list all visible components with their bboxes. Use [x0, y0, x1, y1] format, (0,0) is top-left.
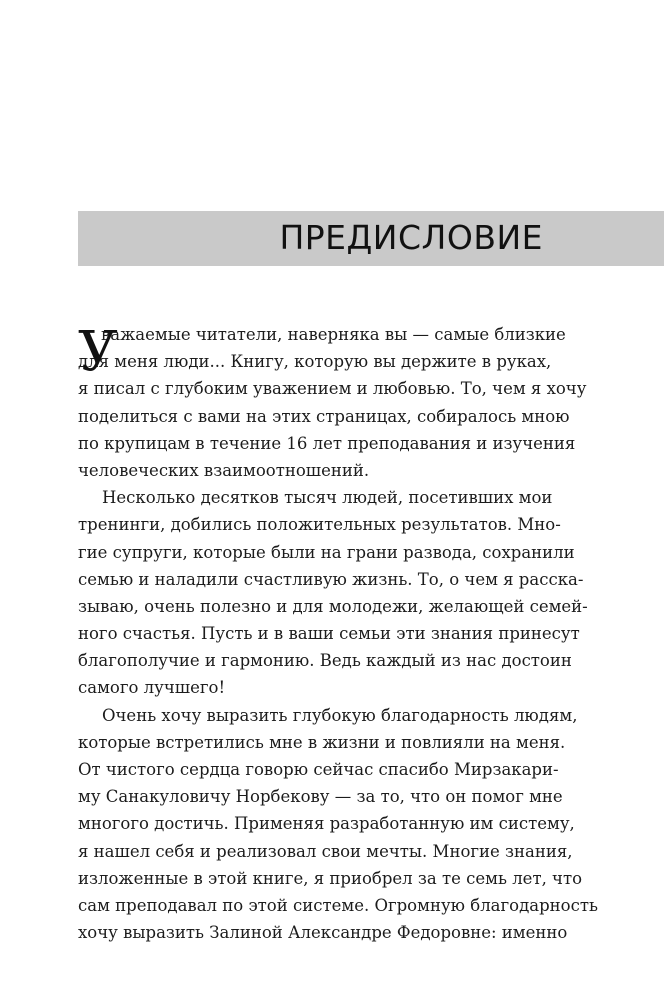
- text-line: многого достичь. Применяя разработанную им систему,: [78, 814, 575, 834]
- drop-cap: У: [78, 319, 118, 383]
- chapter-title: ПРЕДИСЛОВИЕ: [279, 218, 543, 257]
- paragraph-1: [78, 319, 587, 484]
- text-line: тренинги, добились положительных результатов. Мно-: [78, 515, 561, 535]
- text-line: благополучие и гармонию. Ведь каждый из нас достоин: [78, 651, 572, 671]
- text-line: Несколько десятков тысяч людей, посетивших мои: [102, 488, 553, 508]
- text-line: которые встретились мне в жизни и повлияли на меня.: [78, 732, 566, 752]
- chapter-heading-band: [78, 211, 664, 266]
- text-line: важаемые читатели, наверняка вы — самые близкие: [101, 325, 566, 344]
- paragraph-2: [78, 484, 588, 702]
- text-line: семью и наладили счастливую жизнь. То, о чем я расска-: [78, 569, 584, 589]
- text-line: я нашел себя и реализовал свои мечты. Многие знания,: [78, 841, 573, 861]
- text-line: му Санакуловичу Норбекову — за то, что он помог мне: [78, 787, 563, 807]
- text-line: я писал с глубоким уважением и любовью. То, чем я хочу: [78, 379, 587, 399]
- text-line: по крупицам в течение 16 лет преподавания и изучения: [78, 433, 576, 453]
- text-line: Очень хочу выразить глубокую благодарность людям,: [102, 705, 578, 725]
- text-line: хочу выразить Залиной Александре Федоровне: именно: [78, 923, 568, 943]
- body-text: [78, 319, 598, 946]
- text-line: поделиться с вами на этих страницах, собиралось мною: [78, 406, 570, 426]
- text-line: гие супруги, которые были на грани развода, сохранили: [78, 542, 575, 562]
- text-line: изложенные в этой книге, я приобрел за те семь лет, что: [78, 868, 583, 888]
- text-line: самого лучшего!: [78, 678, 226, 698]
- text-line: ного счастья. Пусть и в ваши семьи эти знания принесут: [78, 624, 580, 644]
- text-line: От чистого сердца говорю сейчас спасибо Мирзакари-: [78, 760, 559, 779]
- paragraph-3: [78, 702, 598, 947]
- text-line: зываю, очень полезно и для молодежи, желающей семей-: [78, 596, 588, 616]
- text-line: человеческих взаимоотношений.: [78, 460, 370, 480]
- text-line: для меня люди... Книгу, которую вы держите в руках,: [78, 352, 552, 372]
- text-line: сам преподавал по этой системе. Огромную благодарность: [78, 895, 598, 915]
